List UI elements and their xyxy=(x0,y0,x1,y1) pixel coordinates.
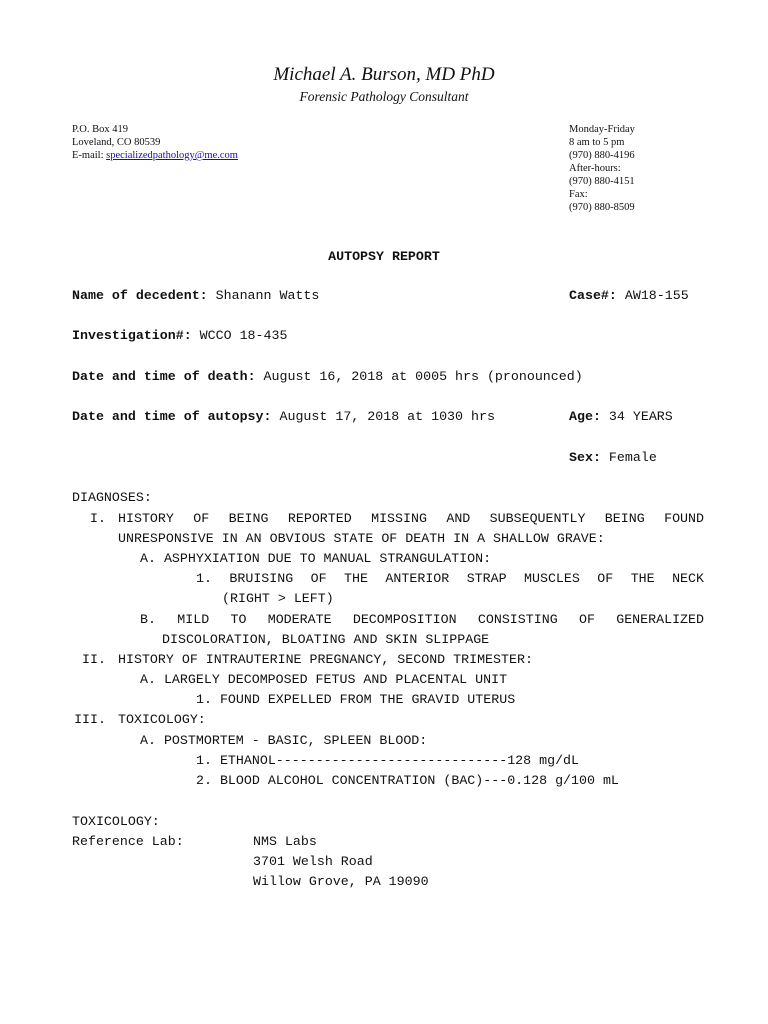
lab-name: NMS Labs xyxy=(253,834,317,849)
hours-line-1: Monday-Friday xyxy=(569,124,635,135)
case-value: AW18-155 xyxy=(616,288,689,303)
address-line-2: Loveland, CO 80539 xyxy=(72,137,161,148)
diagnosis-2a1: 1. FOUND EXPELLED FROM THE GRAVID UTERUS xyxy=(196,692,516,707)
autopsy-value: August 17, 2018 at 1030 hrs xyxy=(271,409,495,424)
diagnosis-3-number: III. xyxy=(74,712,106,727)
consultant-title: Forensic Pathology Consultant xyxy=(299,89,469,104)
email-line xyxy=(72,149,238,162)
email-link[interactable]: specializedpathology@me.com xyxy=(106,150,238,161)
autopsy-label: Date and time of autopsy xyxy=(72,409,264,424)
diagnosis-1a1-cont: (RIGHT > LEFT) xyxy=(222,591,334,606)
fax-number: (970) 880-8509 xyxy=(569,202,635,213)
diagnosis-2-number: II. xyxy=(82,652,106,667)
hours-line-2: 8 am to 5 pm xyxy=(569,137,625,148)
lab-street: 3701 Welsh Road xyxy=(253,854,373,869)
after-hours-phone: (970) 880-4151 xyxy=(569,176,635,187)
death-label: Date and time of death xyxy=(72,369,248,384)
after-hours-label: After-hours: xyxy=(569,163,621,174)
email-label: E-mail: xyxy=(72,150,107,161)
investigation-row: Investigation#: WCCO 18-435 xyxy=(72,328,288,343)
toxicology-heading: TOXICOLOGY: xyxy=(72,814,160,829)
fax-label: Fax: xyxy=(569,189,588,200)
diagnosis-1-number: I. xyxy=(90,511,106,526)
reference-lab-label: Reference Lab: xyxy=(72,834,184,849)
diagnosis-2-text: HISTORY OF INTRAUTERINE PREGNANCY, SECOND TRIMESTER: xyxy=(118,652,533,667)
diagnosis-3a1: 1. ETHANOL-----------------------------128 mg/dL xyxy=(196,753,580,768)
lab-city: Willow Grove, PA 19090 xyxy=(253,874,429,889)
age-value: 34 YEARS xyxy=(600,409,673,424)
consultant-name: Michael A. Burson, MD PhD xyxy=(273,64,495,85)
decedent-label: Name of decedent xyxy=(72,288,200,303)
diagnosis-1-text-cont: UNRESPONSIVE IN AN OBVIOUS STATE OF DEATH IN A SHALLOW GRAVE: xyxy=(118,531,605,546)
investigation-value: WCCO 18-435 xyxy=(191,328,288,343)
diagnosis-3a2: 2. BLOOD ALCOHOL CONCENTRATION (BAC)---0.128 g/100 mL xyxy=(196,773,619,788)
diagnosis-1b-cont: DISCOLORATION, BLOATING AND SKIN SLIPPAGE xyxy=(162,632,490,647)
mailing-address xyxy=(72,123,238,162)
diagnosis-2a: A. LARGELY DECOMPOSED FETUS AND PLACENTAL UNIT xyxy=(140,672,508,687)
case-label: Case# xyxy=(569,288,609,303)
report-title: AUTOPSY REPORT xyxy=(328,249,440,264)
investigation-label: Investigation# xyxy=(72,328,184,343)
diagnosis-1-text: HISTORY OF BEING REPORTED MISSING AND SUBSEQUENTLY BEING FOUND xyxy=(118,511,704,526)
office-hours xyxy=(569,123,635,214)
diagnoses-heading: DIAGNOSES: xyxy=(72,490,152,505)
decedent-row: Name of decedent: Shanann Watts xyxy=(72,288,320,303)
diagnosis-1a1: 1. BRUISING OF THE ANTERIOR STRAP MUSCLES OF THE NECK xyxy=(196,571,704,586)
diagnosis-1b: B. MILD TO MODERATE DECOMPOSITION CONSISTING OF GENERALIZED xyxy=(140,612,704,627)
death-row: Date and time of death: August 16, 2018 at 0005 hrs (pronounced) xyxy=(72,369,583,384)
phone-line: (970) 880-4196 xyxy=(569,150,635,161)
sex-row: Sex: Female xyxy=(569,450,657,465)
death-value: August 16, 2018 at 0005 hrs (pronounced) xyxy=(255,369,583,384)
diagnosis-3a: A. POSTMORTEM - BASIC, SPLEEN BLOOD: xyxy=(140,733,428,748)
case-row: Case#: AW18-155 xyxy=(569,288,689,303)
diagnosis-1a: A. ASPHYXIATION DUE TO MANUAL STRANGULATION: xyxy=(140,551,492,566)
age-row: Age: 34 YEARS xyxy=(569,409,673,424)
decedent-value: Shanann Watts xyxy=(207,288,320,303)
diagnosis-3-text: TOXICOLOGY: xyxy=(118,712,206,727)
sex-label: Sex xyxy=(569,450,593,465)
address-line-1: P.O. Box 419 xyxy=(72,124,129,135)
age-label: Age xyxy=(569,409,593,424)
sex-value: Female xyxy=(600,450,657,465)
autopsy-row: Date and time of autopsy: August 17, 2018 at 1030 hrs xyxy=(72,409,495,424)
